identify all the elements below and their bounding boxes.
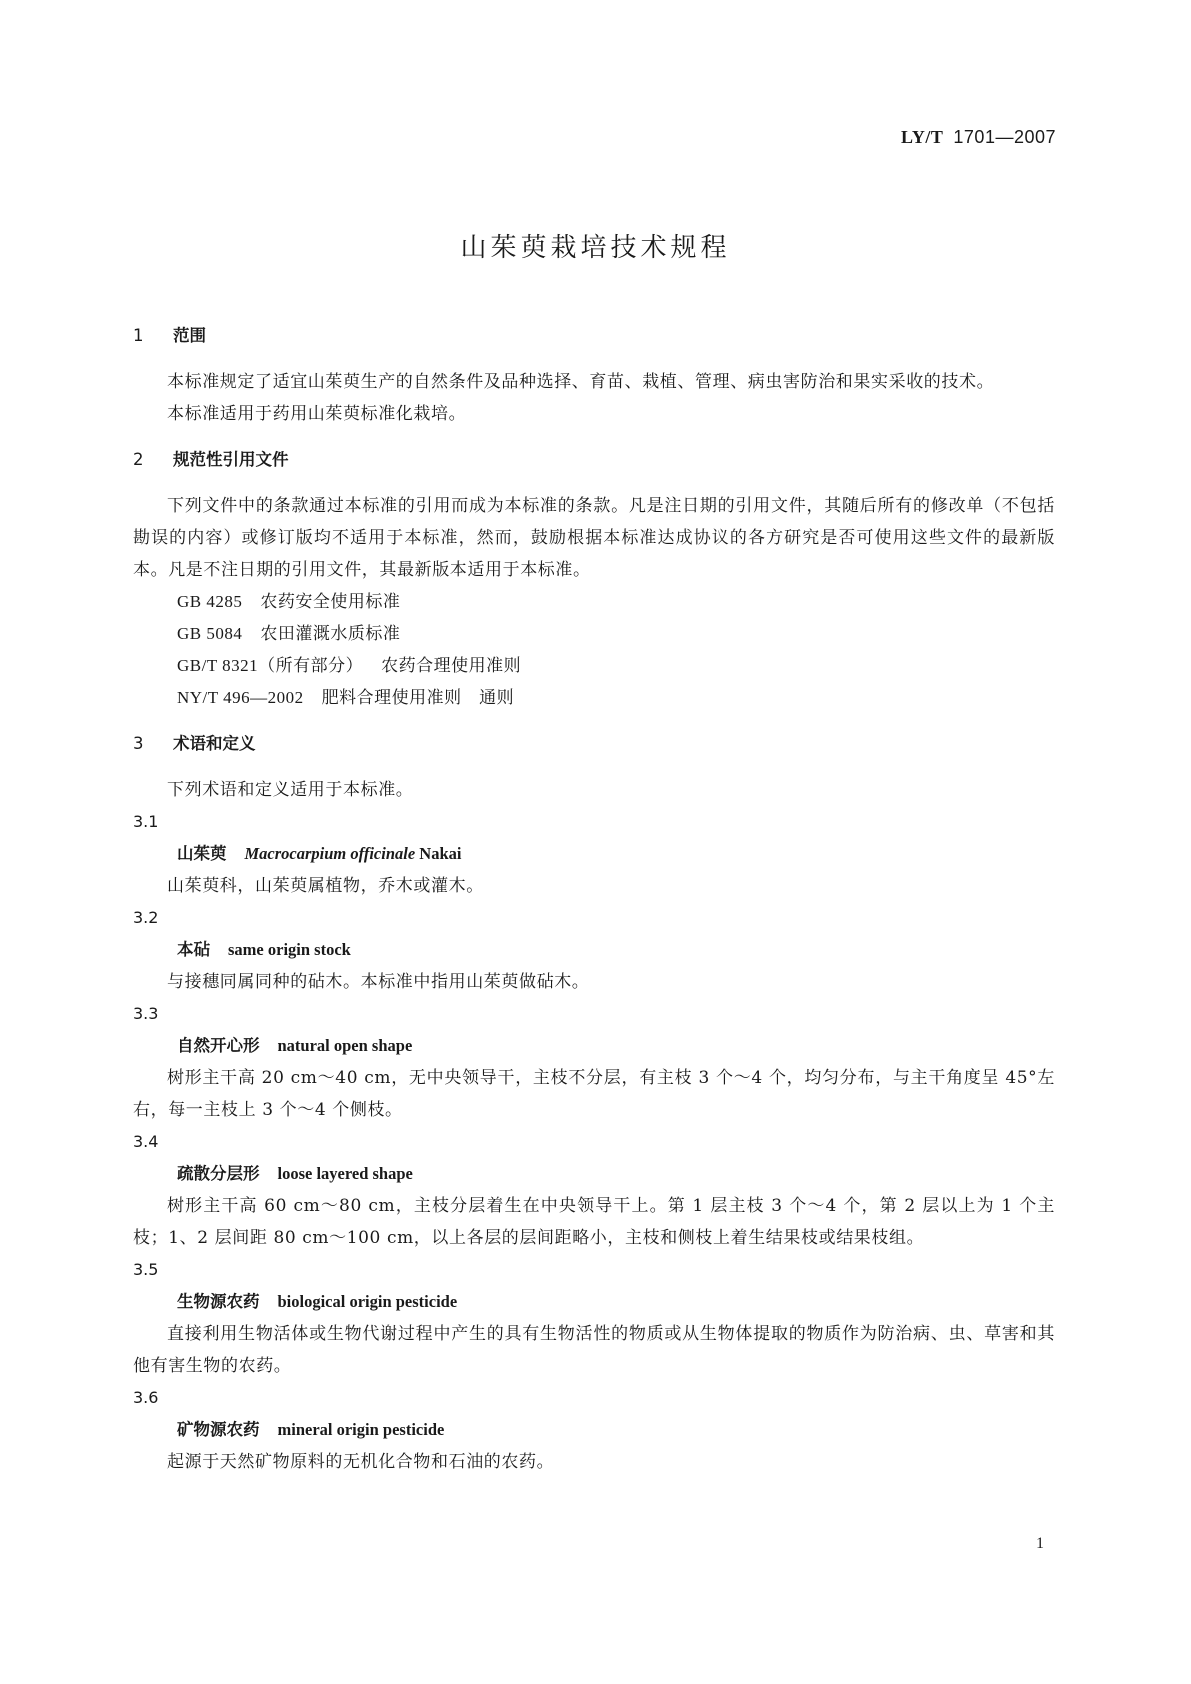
term-number: 3.2	[133, 908, 159, 927]
standard-code	[901, 127, 1056, 148]
page-number: 1	[1036, 1535, 1044, 1552]
paragraph: 本标准适用于药用山茱萸标准化栽培。	[167, 404, 467, 424]
term-definition: 与接穗同属同种的砧木。本标准中指用山茱萸做砧木。	[167, 972, 590, 992]
term-number: 3.5	[133, 1260, 159, 1279]
reference-item: GB 5084 农田灌溉水质标准	[177, 624, 401, 644]
paragraph: 下列文件中的条款通过本标准的引用而成为本标准的条款。凡是注日期的引用文件，其随后所有的修改单（不包括勘误的内容）或修订版均不适用于本标准，然而，鼓励根据本标准达成协议的各方研究是否可使用这些文件的最新版本。凡是不注日期的引用文件，其最新版本适用于本标准。	[133, 496, 1055, 580]
term-heading: 本砧 same origin stock	[177, 940, 351, 959]
term-definition: 起源于天然矿物原料的无机化合物和石油的农药。	[167, 1452, 555, 1472]
term-definition: 山茱萸科，山茱萸属植物，乔木或灌木。	[167, 876, 484, 896]
reference-item: GB 4285 农药安全使用标准	[177, 592, 401, 612]
standard-prefix: LY/T	[901, 127, 944, 147]
term-heading: 自然开心形 natural open shape	[177, 1036, 413, 1055]
paragraph: 本标准规定了适宜山茱萸生产的自然条件及品种选择、育苗、栽植、管理、病虫害防治和果实采收的技术。	[167, 372, 995, 392]
section-heading-1: 1 范围	[133, 326, 206, 345]
term-definition: 树形主干高 20 cm～40 cm，无中央领导干，主枝不分层，有主枝 3 个～4 个，均匀分布，与主干角度呈 45°左右，每一主枝上 3 个～4 个侧枝。	[133, 1068, 1055, 1120]
reference-item: GB/T 8321（所有部分） 农药合理使用准则	[177, 656, 522, 676]
section-heading-2: 2 规范性引用文件	[133, 450, 289, 469]
term-heading: 山茱萸 Macrocarpium officinale Nakai	[177, 844, 462, 863]
section-heading-3: 3 术语和定义	[133, 734, 256, 753]
term-number: 3.3	[133, 1004, 159, 1023]
reference-item: NY/T 496—2002 肥料合理使用准则 通则	[177, 688, 515, 708]
term-heading: 生物源农药 biological origin pesticide	[177, 1292, 458, 1311]
paragraph: 下列术语和定义适用于本标准。	[167, 780, 414, 800]
term-number: 3.1	[133, 812, 159, 831]
term-number: 3.6	[133, 1388, 159, 1407]
standard-number: 1701—2007	[953, 127, 1056, 147]
term-heading: 矿物源农药 mineral origin pesticide	[177, 1420, 445, 1439]
document-title: 山茱萸栽培技术规程	[460, 233, 731, 263]
document-body	[133, 320, 1055, 1478]
term-number: 3.4	[133, 1132, 159, 1151]
term-definition: 树形主干高 60 cm～80 cm，主枝分层着生在中央领导干上。第 1 层主枝 3 个～4 个，第 2 层以上为 1 个主枝；1、2 层间距 80 cm～100 cm，以上各层的层间距略小，主枝和侧枝上着生结果枝或结果枝组。	[133, 1196, 1055, 1248]
term-heading: 疏散分层形 loose layered shape	[177, 1164, 413, 1183]
term-definition: 直接利用生物活体或生物代谢过程中产生的具有生物活性的物质或从生物体提取的物质作为防治病、虫、草害和其他有害生物的农药。	[133, 1324, 1055, 1376]
